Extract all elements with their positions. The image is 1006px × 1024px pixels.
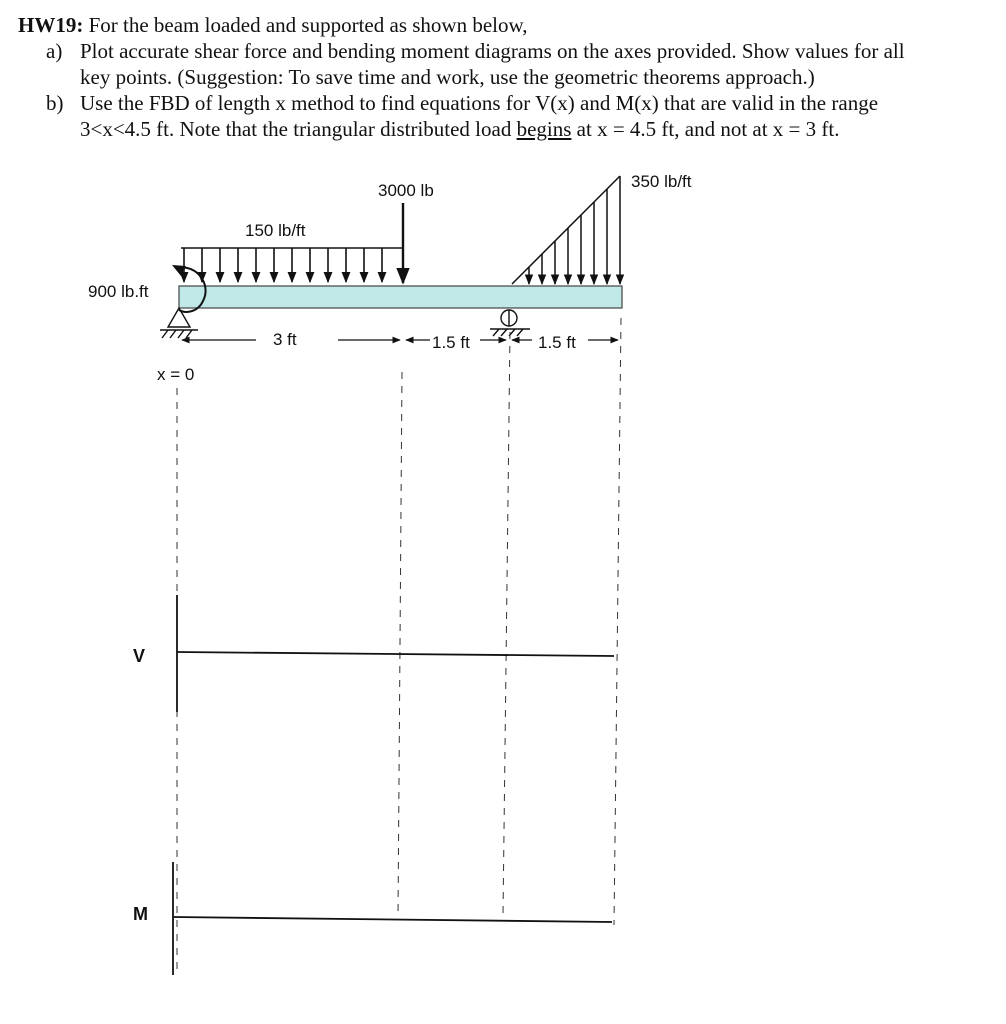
uniform-load-label: 150 lb/ft bbox=[245, 221, 306, 240]
moment-axes bbox=[173, 862, 612, 975]
triangular-distributed-load bbox=[512, 176, 620, 284]
dimension-label-3: 1.5 ft bbox=[538, 333, 576, 352]
part-a-text-2: key points. (Suggestion: To save time and work, use the geometric theorems approach.) bbox=[80, 65, 815, 89]
moment-label: 900 lb.ft bbox=[88, 282, 149, 301]
problem-intro: For the beam loaded and supported as shown below, bbox=[88, 13, 528, 37]
part-b-text-2-post: at x = 4.5 ft, and not at x = 3 ft. bbox=[571, 117, 840, 141]
point-load-label: 3000 lb bbox=[378, 181, 434, 200]
part-b-text-2-pre: 3<x<4.5 ft. Note that the triangular distributed load bbox=[80, 117, 517, 141]
uniform-distributed-load bbox=[181, 248, 402, 282]
hw-label: HW19: bbox=[18, 13, 84, 37]
part-b-text-1: Use the FBD of length x method to find equations for V(x) and M(x) that are valid in the range bbox=[80, 91, 879, 115]
triangular-load-label: 350 lb/ft bbox=[631, 172, 692, 191]
moment-axis-label: M bbox=[133, 904, 148, 924]
dimension-label-1: 3 ft bbox=[273, 330, 297, 349]
part-b-label: b) bbox=[46, 91, 64, 115]
dimension-label-2: 1.5 ft bbox=[432, 333, 470, 352]
origin-label: x = 0 bbox=[157, 365, 195, 384]
shear-axes bbox=[177, 595, 614, 712]
guide-lines bbox=[177, 318, 621, 975]
beam bbox=[179, 286, 622, 308]
pin-support bbox=[160, 308, 198, 338]
shear-axis-label: V bbox=[133, 646, 146, 666]
part-a-text-1: Plot accurate shear force and bending moment diagrams on the axes provided. Show values for all bbox=[80, 39, 905, 63]
part-a-label: a) bbox=[46, 39, 63, 63]
part-b-text-2-underlined: begins bbox=[516, 117, 572, 141]
